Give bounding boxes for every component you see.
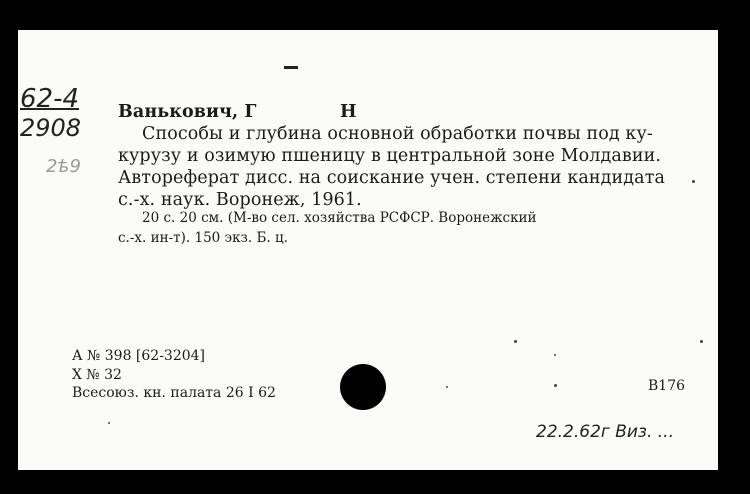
- catalog-card: [18, 30, 718, 470]
- speck: [692, 180, 695, 183]
- speck: [108, 422, 110, 424]
- speck: [514, 340, 517, 343]
- title-line-4: с.-х. наук. Воронеж, 1961.: [118, 190, 362, 210]
- speck: [554, 354, 556, 356]
- details-line-1: 20 с. 20 см. (М-во сел. хозяйства РСФСР. Воронежский: [142, 210, 537, 226]
- details-line-2: с.-х. ин-т). 150 экз. Б. ц.: [118, 230, 288, 246]
- author-initial: Н: [340, 102, 357, 122]
- speck: [700, 340, 703, 343]
- author-name: Ванькович, Г: [118, 102, 257, 122]
- registration-line-2: Х № 32: [72, 367, 122, 383]
- shelf-number: 2908: [20, 114, 82, 142]
- shelf-mark: 62-4: [20, 84, 80, 114]
- faint-mark: 2ѣ9: [46, 156, 81, 177]
- catalog-code: В176: [648, 378, 686, 394]
- title-line-3: Автореферат дисс. на соискание учен. степени кандидата: [118, 168, 666, 188]
- top-dash-mark: [284, 66, 298, 69]
- title-line-1: Способы и глубина основной обработки почвы под ку-: [142, 124, 653, 144]
- handwritten-date: 22.2.62г Виз. ...: [536, 422, 674, 442]
- speck: [446, 386, 448, 388]
- speck: [554, 384, 557, 387]
- title-line-2: курузу и озимую пшеницу в центральной зоне Молдавии.: [118, 146, 662, 166]
- punch-hole: [340, 364, 386, 410]
- registration-line-1: А № 398 [62-3204]: [72, 348, 206, 364]
- registration-line-3: Всесоюз. кн. палата 26 I 62: [72, 385, 276, 401]
